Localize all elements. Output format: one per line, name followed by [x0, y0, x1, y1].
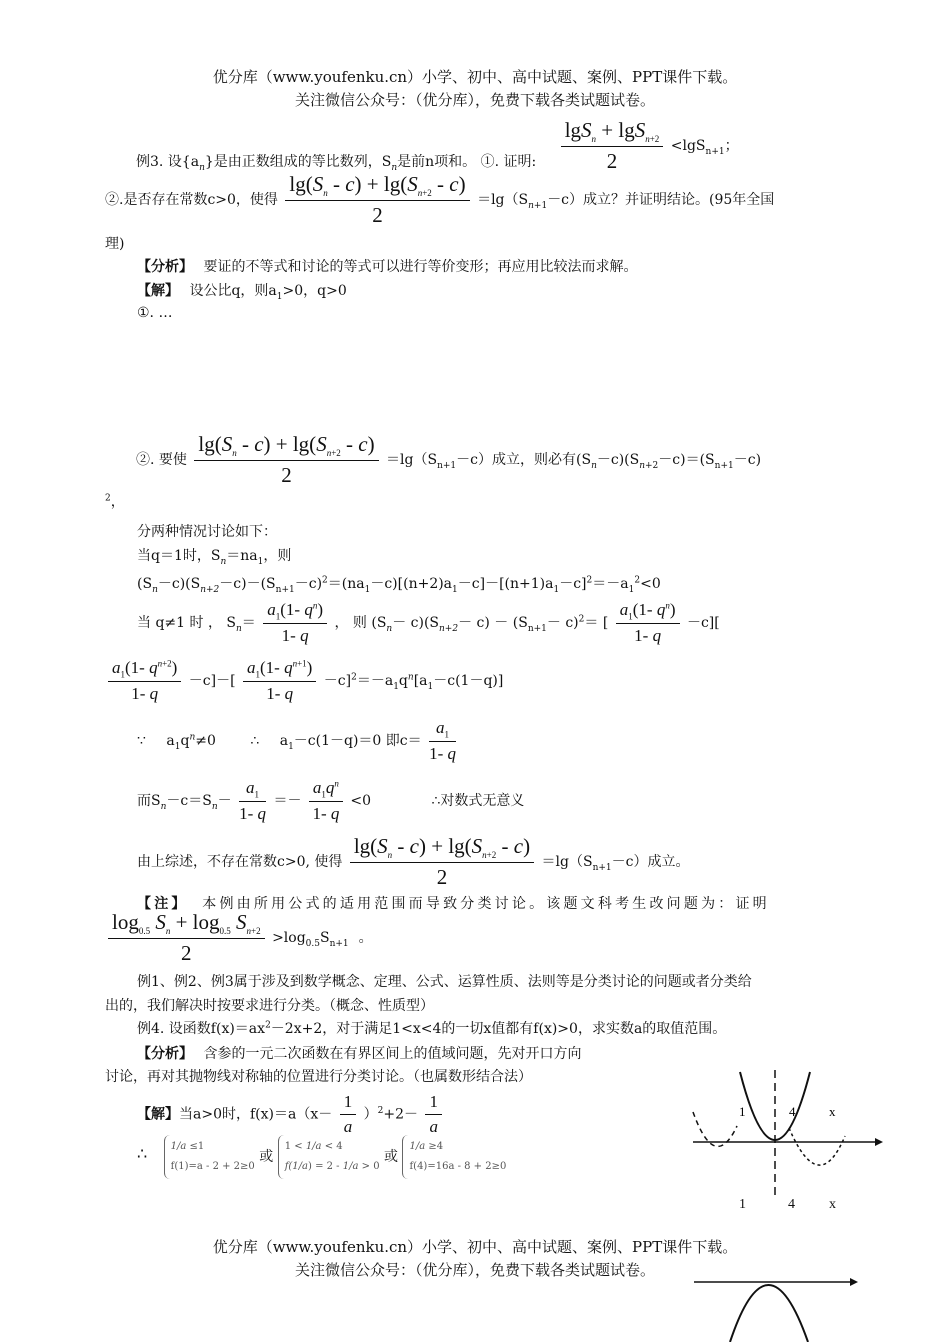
case-q-not-1: 当 q≠1 时 ， $S_n=$ $\frac{a_1(1- q^n)}{1- q}$ ， 则 $(S_n- c)(S_{n+2}- c) - (S_{n+1}- c)^2=$ [ $\frac{a_1(1- q^n)}{1- q}$ －c][ [137, 600, 720, 646]
parabola-graph [685, 1068, 885, 1218]
ex4-statement: 例4. 设函数$f(x)=ax^2-2x+2$，对于满足1<x<4的一切x值都有f(x)>0，求实数a的取值范围。 [137, 1020, 727, 1037]
ex3-fraction-1: $\frac{\lg S_n + \lg S_{n+2}}{2}$ [561, 118, 664, 174]
step-1: ①. … [137, 305, 173, 321]
case-q-equals-1-calc: $(S_n-c)(S_{n+2}-c)-(S_{n+1}-c)^2=(na_1-c)[(n+2)a_1-c]-[(n+1)a_1-c]^2=-a_1^2<0$ [137, 575, 661, 595]
tick-4: 4 [789, 1104, 796, 1119]
parabola-down [730, 1285, 808, 1342]
ex4-analysis-2: 讨论，再对其抛物线对称轴的位置进行分类讨论。（也属数形结合法） [105, 1069, 532, 1085]
case-brace-1: 1/a ≤1 f(1)=a - 2 + 2≥0 [164, 1135, 255, 1179]
ex4-analysis: 【分析】 含参的一元二次函数在有界区间上的值域问题，先对开口方向 [137, 1046, 582, 1062]
footer-line-2: 关注微信公众号：（优分库），免费下载各类试题试卷。 [294, 1261, 655, 1279]
case-q-not-1-cont: $\frac{a_1(1- q^{n+2})}{1- q}$ －c]－[ $\frac{a_1(1- q^{n+1})}{1- q}$ $-c]^2=-a_1q^n[a_1-c(1-q)]$ [105, 658, 503, 704]
header-line-2: 关注微信公众号：（优分库），免费下载各类试题试卷。 [294, 91, 655, 109]
summary-para-2: 出的，我们解决时按要求进行分类。（概念、性质型） [105, 998, 434, 1014]
ex4-solution: 【解】当a>0时，f(x)＝a（x－ $\frac{1}{a}$ ）$^2$+2－ $\frac{1}{a}$ [137, 1092, 445, 1137]
tick-1: 1 [739, 1104, 746, 1119]
tick-4-bottom: 4 [788, 1197, 795, 1212]
step2-fraction: $\frac{\lg(S_n - c) + \lg(S_{n+2} - c)}{2}$ [194, 432, 378, 488]
parabola-right-dashed [789, 1128, 845, 1165]
ex3-part2: ②.是否存在常数c>0，使得 $\frac{\lg(S_n - c) + \lg(S_{n+2} - c)}{2}$ $=\lg(S_{n+1}-c)$成立？并证明结论。(95年全国 [105, 172, 775, 228]
x-label: x [829, 1104, 836, 1119]
ex3-part2-tail: 理) [105, 236, 125, 252]
note: 【注】 本例由所用公式的适用范围而导致分类讨论。该题文科考生改问题为：证明 [137, 896, 770, 912]
ex4-case-system: ∴ 1/a ≤1 f(1)=a - 2 + 2≥0 或 1 < 1/a < 4 f(1/a) = 2 - 1/a > 0 或 1/a ≥4 f(4)=16a - 8 + 2≥0 [137, 1135, 506, 1179]
solution: 【解】 设公比q，则$a_1>0$，q>0 [137, 283, 347, 302]
conclusion: 由上综述，不存在常数c>0, 使得 $\frac{\lg(S_n - c) + \lg(S_{n+2} - c)}{2}$ $=\lg(S_{n+1}-c)$成立。 [137, 834, 690, 890]
step-2: ②. 要使 $\frac{\lg(S_n - c) + \lg(S_{n+2} - c)}{2}$ $=\lg(S_{n+1}-c)$成立，则必有$(S_n-c)(S_{n+2}-c)=(S_{n+1}-c)$ [136, 432, 762, 488]
x-axis-arrow-2 [850, 1278, 858, 1286]
x-label-bottom: x [829, 1197, 836, 1212]
thus-line: 而$S_n-c=S_n-$ $\frac{a_1}{1- q}$ ＝－ $\frac{a_1q^n}{1- q}$ <0 ∴对数式无意义 [137, 778, 525, 824]
tick-1-bottom: 1 [739, 1197, 746, 1212]
parabola-graph-2 [690, 1258, 865, 1342]
ex3-statement: 例3. 设$\{a_n\}$是由正数组成的等比数列，$S_n$是前n项和。 ①. 证明: $\frac{\lg S_n + \lg S_{n+2}}{2}$ <lgS$_{n+1}$； [136, 118, 739, 174]
case-brace-3: 1/a ≥4 f(4)=16a - 8 + 2≥0 [402, 1135, 506, 1179]
case-brace-2: 1 < 1/a < 4 f(1/a) = 2 - 1/a > 0 [278, 1135, 380, 1179]
cases-title: 分两种情况讨论如下： [137, 524, 277, 540]
because-line: ∵ $a_1q^n\ne 0$ ∴ $a_1-c(1-q)=0$ 即c＝ $\frac{a_1}{1- q}$ [137, 718, 457, 764]
note-formula: $\frac{\log_{0.5} S_n + \log_{0.5} S_{n+2}}{2}$ $>\log_{0.5}S_{n+1}$ 。 [105, 910, 373, 966]
summary-para-1: 例1、例2、例3属于涉及到数学概念、定理、公式、运算性质、法则等是分类讨论的问题或者分类给 [137, 974, 752, 990]
footer-line-1: 优分库（www.youfenku.cn）小学、初中、高中试题、案例、PPT课件下载。 [212, 1238, 738, 1256]
x-axis-arrow [875, 1138, 883, 1146]
header-line-1: 优分库（www.youfenku.cn）小学、初中、高中试题、案例、PPT课件下载。 [212, 68, 738, 86]
ex3-fraction-2: $\frac{\lg(S_n - c) + \lg(S_{n+2} - c)}{2}$ [285, 172, 469, 228]
step-2-tail: $^2$， [105, 493, 125, 510]
case-q-equals-1: 当q＝1时，$S_n=na_1$，则 [137, 548, 292, 567]
analysis: 【分析】 要证的不等式和讨论的等式可以进行等价变形；再应用比较法而求解。 [137, 259, 638, 275]
